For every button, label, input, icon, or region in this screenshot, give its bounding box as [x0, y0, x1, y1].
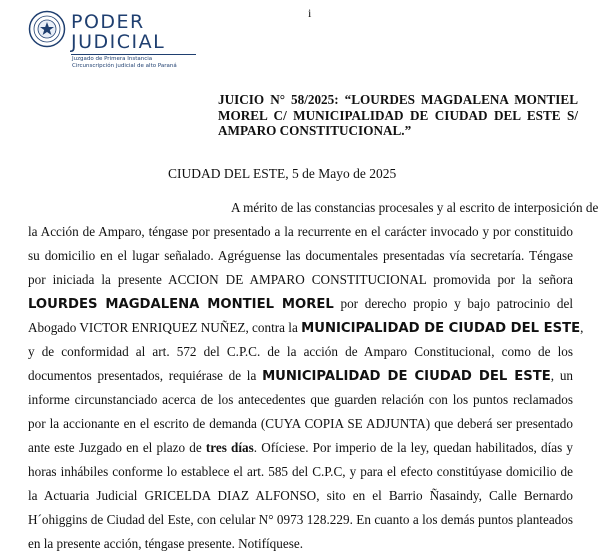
body-line-5-rest: por derecho propio y bajo patrocinio del: [333, 296, 573, 311]
body-line-4: por iniciada la presente ACCION DE AMPARO CONSTITUCIONAL promovida por la señora: [28, 272, 573, 287]
body-line-11-start: ante este Juzgado en el plazo de: [28, 440, 206, 455]
logo-subtitle-court: Juzgado de Primera Instancia: [72, 56, 153, 62]
logo-divider: [71, 54, 196, 55]
body-line-6-end: ,: [580, 320, 584, 335]
logo-title-poder: PODER: [71, 11, 145, 33]
logo-title-judicial: JUDICIAL: [71, 31, 166, 53]
body-line-8-end: , un: [550, 368, 574, 383]
page-number: i: [308, 6, 312, 20]
body-line-9: informe circunstanciado acerca de los antecedentes que guarden relación con los puntos reclamados: [28, 392, 573, 407]
body-line-8-start: documentos presentados, requiérase de la: [28, 368, 263, 383]
body-line-5: [28, 296, 573, 313]
poder-judicial-logo: [28, 10, 198, 70]
body-line-6-start: Abogado VICTOR ENRIQUEZ NUÑEZ, contra la: [28, 320, 302, 335]
body-line-2: la Acción de Amparo, téngase por presentado a la recurrente en el carácter invocado y por constituido: [28, 224, 573, 239]
body-line-10: por la accionante en el escrito de demanda (CUYA COPIA SE ADJUNTA) que deberá ser presentado: [28, 416, 573, 431]
body-line-6: [28, 320, 584, 337]
body-line-12: horas inhábiles conforme lo establece el art. 585 del C.P.C, y para el efecto constitúyase domicilio de: [28, 464, 573, 479]
logo-subtitle-circumscription: Circunscripción judicial de alto Paraná: [72, 63, 177, 69]
national-seal-icon: [28, 10, 66, 48]
body-line-8: [28, 368, 573, 385]
body-line-15: en la presente acción, téngase presente. Notifíquese.: [28, 536, 303, 551]
body-line-14: H´ohiggins de Ciudad del Este, con celular N° 0973 128.229. En cuanto a los demás puntos planteados: [28, 512, 573, 527]
body-line-13: la Actuaria Judicial GRICELDA DIAZ ALFONSO, sito en el Barrio Ñasaindy, Calle Bernardo: [28, 488, 573, 503]
body-line-1-text: A mérito de las constancias procesales y al escrito de interposición de: [231, 200, 599, 215]
deadline-term: tres días: [205, 440, 254, 455]
body-line-11: [28, 440, 573, 456]
body-line-3: su domicilio en el lugar señalado. Agréguense las documentales presentadas vía secretaría. Téngase: [28, 248, 573, 263]
plaintiff-name: LOURDES MAGDALENA MONTIEL MOREL: [28, 297, 334, 312]
date-line: CIUDAD DEL ESTE, 5 de Mayo de 2025: [168, 166, 397, 181]
case-heading: JUICIO N° 58/2025: “LOURDES MAGDALENA MONTIEL MOREL C/ MUNICIPALIDAD DE CIUDAD DEL ESTE S/ AMPARO CONSTITUCIONAL.”: [218, 92, 578, 138]
defendant-name-2: MUNICIPALIDAD DE CIUDAD DEL ESTE: [262, 369, 551, 384]
body-line-1: [231, 200, 599, 216]
body-line-7: y de conformidad al art. 572 del C.P.C. de la acción de Amparo Constitucional, como de los: [28, 344, 573, 359]
body-line-11-end: . Ofíciese. Por imperio de la ley, quedan habilitados, días y: [253, 440, 574, 455]
defendant-name: MUNICIPALIDAD DE CIUDAD DEL ESTE: [301, 321, 581, 336]
